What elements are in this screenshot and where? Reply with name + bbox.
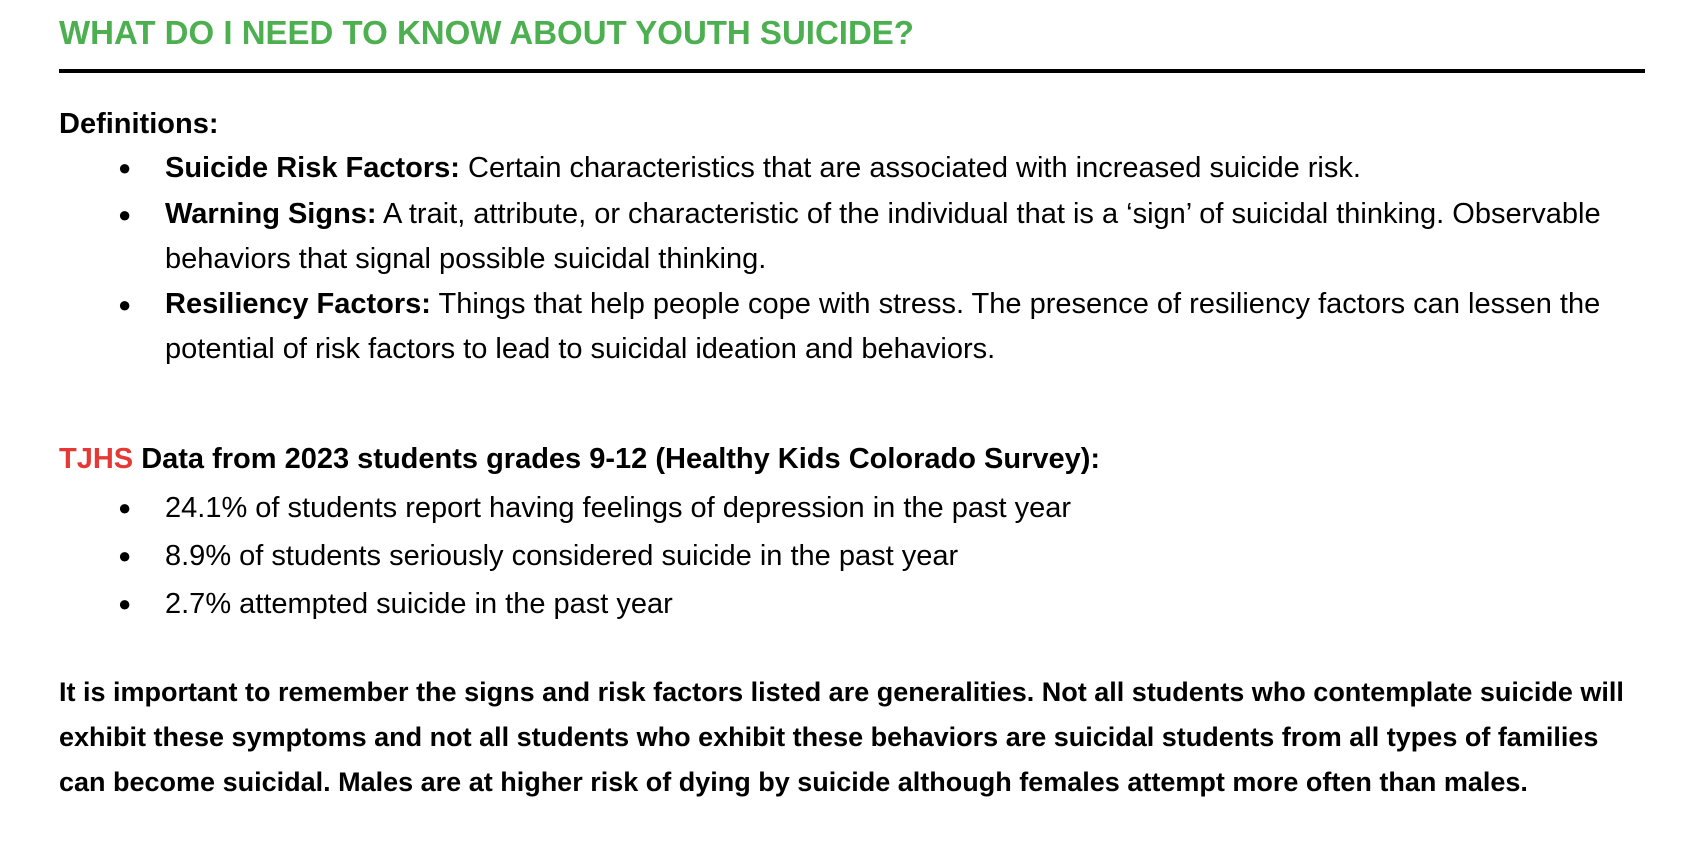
definition-item-risk-factors: [59, 144, 1645, 192]
survey-stat-text: 8.9% of students seriously considered suicide in the past year: [165, 540, 959, 572]
survey-stat-item: [59, 532, 1645, 580]
definition-item-warning-signs: [59, 192, 1645, 282]
definition-text: Things that help people cope with stress. The presence of resiliency factors can lessen the potential of risk factors to lead to suicidal ideation and behaviors.: [165, 288, 1601, 365]
definitions-list: [59, 144, 1645, 372]
survey-stat-text: 2.7% attempted suicide in the past year: [165, 588, 673, 620]
definition-text: A trait, attribute, or characteristic of the individual that is a ‘sign’ of suicidal thinking. Observable behaviors that signal possible suicidal thinking.: [165, 198, 1601, 275]
bullet-icon: ●: [118, 292, 132, 317]
definitions-label: Definitions:: [59, 108, 219, 140]
definition-term: Resiliency Factors:: [165, 288, 431, 320]
bullet-icon: ●: [118, 495, 132, 520]
survey-data-heading-text: Data from 2023 students grades 9-12 (Healthy Kids Colorado Survey):: [133, 443, 1101, 475]
definition-term: Suicide Risk Factors:: [165, 152, 460, 184]
bullet-icon: ●: [118, 155, 132, 180]
definition-term: Warning Signs:: [165, 198, 377, 230]
school-name: TJHS: [59, 443, 134, 475]
bullet-icon: ●: [118, 202, 132, 227]
definition-item-resiliency-factors: [59, 282, 1645, 372]
bullet-icon: ●: [118, 543, 132, 568]
bullet-icon: ●: [118, 591, 132, 616]
survey-stat-item: [59, 580, 1645, 628]
title-divider: [59, 69, 1645, 73]
survey-data-list: [59, 484, 1645, 628]
survey-stat-item: [59, 484, 1645, 532]
survey-data-heading: [59, 443, 1100, 476]
definition-text: Certain characteristics that are associated with increased suicide risk.: [459, 152, 1361, 184]
important-note: It is important to remember the signs and risk factors listed are generalities. Not all students who contemplate suicide will exhibit these symptoms and not all students who exhibit these behaviors are suicidal students from all types of families can become suicidal. Males are at higher risk of dying by suicide although females attempt more often than males.: [59, 677, 1624, 797]
page-title: WHAT DO I NEED TO KNOW ABOUT YOUTH SUICIDE?: [59, 14, 914, 51]
survey-stat-text: 24.1% of students report having feelings of depression in the past year: [165, 492, 1072, 524]
